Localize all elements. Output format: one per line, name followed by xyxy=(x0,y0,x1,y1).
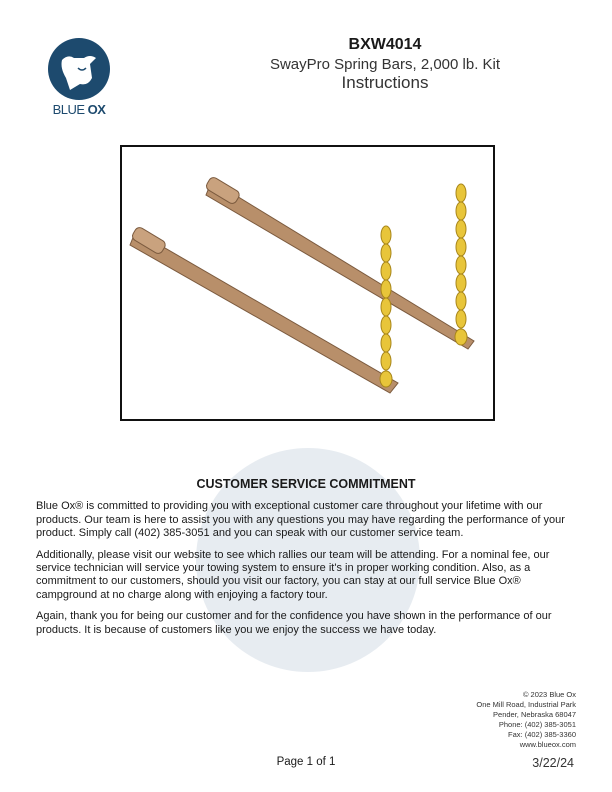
paragraph: Blue Ox® is committed to providing you with exceptional customer care throughout your lifetime with our products. Our team is here to assist you with any questions you may have regarding the performance of your product. Simply call (402) 385-3051 and you can speak with our customer service team. xyxy=(36,500,565,540)
document-header xyxy=(230,36,540,93)
logo-text: BLUE OX xyxy=(52,102,106,117)
company-address xyxy=(476,690,576,750)
document-date: 3/22/24 xyxy=(532,756,574,770)
document-type: Instructions xyxy=(341,73,429,92)
chain-back xyxy=(455,184,467,345)
phone: Phone: (402) 385-3051 xyxy=(498,720,576,729)
blue-ox-logo xyxy=(46,38,112,117)
section-title: CUSTOMER SERVICE COMMITMENT xyxy=(196,477,416,491)
street: One Mill Road, Industrial Park xyxy=(476,700,576,709)
customer-service-section xyxy=(36,478,576,645)
product-image xyxy=(120,145,495,421)
spring-bar-back xyxy=(205,176,474,349)
website: www.blueox.com xyxy=(519,740,576,749)
chain-front xyxy=(380,226,392,387)
paragraph: Additionally, please visit our website to see which rallies our team will be attending. For a nominal fee, our service technician will service your towing system to ensure it's in proper working condition. Also, as a commitment to our customers, should you visit our factory, you can stay at our full service Blue Ox® campground at no charge along with enjoying a factory tour. xyxy=(36,548,550,601)
page-number: Page 1 of 1 xyxy=(276,756,336,768)
paragraph: Again, thank you for being our customer and for the confidence you have shown in the performance of our products. It is because of customers like you we enjoy the success we have today. xyxy=(36,610,552,636)
city: Pender, Nebraska 68047 xyxy=(493,710,576,719)
ox-head-icon xyxy=(48,38,110,100)
product-code: BXW4014 xyxy=(348,36,422,53)
copyright: © 2023 Blue Ox xyxy=(522,690,576,699)
spring-bar-front xyxy=(130,226,398,393)
product-title: SwayPro Spring Bars, 2,000 lb. Kit xyxy=(269,56,501,73)
fax: Fax: (402) 385-3360 xyxy=(508,730,576,739)
